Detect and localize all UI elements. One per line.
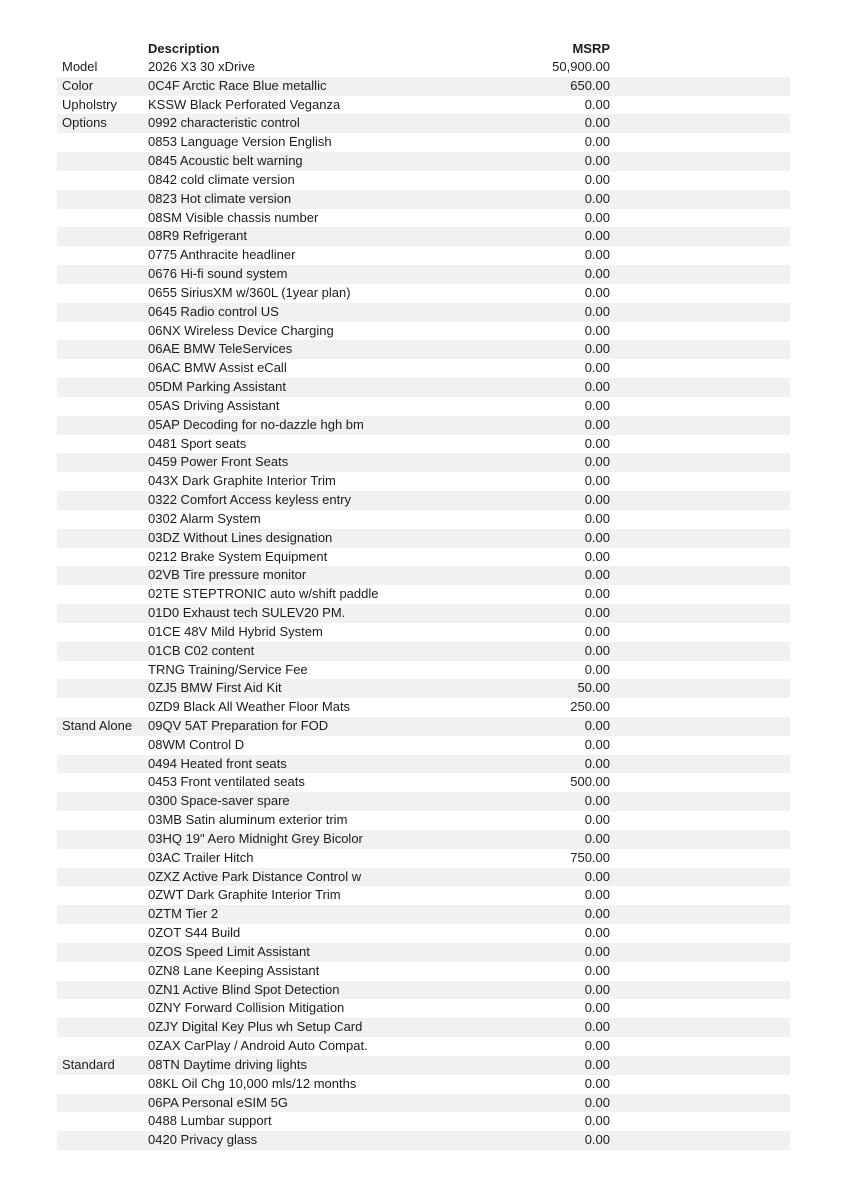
row-msrp-value: 0.00 <box>584 510 610 526</box>
row-msrp-value: 0.00 <box>584 96 610 112</box>
row-msrp-value: 0.00 <box>584 473 610 489</box>
row-tail-spacer <box>610 999 790 1018</box>
row-description: 0676 Hi-fi sound system <box>148 266 288 282</box>
table-row <box>57 227 790 246</box>
table-row <box>57 661 790 680</box>
table-row <box>57 755 790 774</box>
row-category-label <box>57 152 148 171</box>
row-tail-spacer <box>610 510 790 529</box>
row-tail-spacer <box>610 1075 790 1094</box>
table-row <box>57 133 790 152</box>
row-msrp-value: 0.00 <box>584 717 610 733</box>
row-msrp-value: 0.00 <box>584 642 610 658</box>
row-msrp-value: 0.00 <box>584 755 610 771</box>
table-row <box>57 604 790 623</box>
row-tail-spacer <box>610 246 790 265</box>
row-category-label <box>57 1094 148 1113</box>
row-tail-spacer <box>610 96 790 115</box>
row-msrp-value: 0.00 <box>584 171 610 187</box>
row-msrp-value: 0.00 <box>584 1000 610 1016</box>
row-category-label <box>57 585 148 604</box>
row-description: 05AP Decoding for no-dazzle hgh bm <box>148 416 364 432</box>
row-msrp-value: 0.00 <box>584 567 610 583</box>
row-msrp-value: 0.00 <box>584 812 610 828</box>
row-category-label <box>57 943 148 962</box>
row-category-label <box>57 397 148 416</box>
table-row <box>57 171 790 190</box>
row-category-label <box>57 868 148 887</box>
table-row <box>57 510 790 529</box>
row-category-label <box>57 1131 148 1150</box>
row-msrp-value: 0.00 <box>584 416 610 432</box>
row-msrp-value: 0.00 <box>584 322 610 338</box>
row-description: 01CB C02 content <box>148 642 255 658</box>
row-category-label <box>57 623 148 642</box>
row-tail-spacer <box>610 491 790 510</box>
row-description: 06AC BMW Assist eCall <box>148 360 287 376</box>
row-tail-spacer <box>610 585 790 604</box>
row-msrp-value: 0.00 <box>584 548 610 564</box>
row-tail-spacer <box>610 472 790 491</box>
row-category-label <box>57 736 148 755</box>
row-description: 0ZNY Forward Collision Mitigation <box>148 1000 345 1016</box>
row-tail-spacer <box>610 868 790 887</box>
row-category-label <box>57 886 148 905</box>
table-rows <box>57 58 790 1150</box>
table-row <box>57 378 790 397</box>
row-msrp-value: 0.00 <box>584 1038 610 1054</box>
row-msrp-value: 0.00 <box>584 209 610 225</box>
row-tail-spacer <box>610 77 790 96</box>
row-tail-spacer <box>610 981 790 1000</box>
row-category-label <box>57 981 148 1000</box>
row-description: 0ZN1 Active Blind Spot Detection <box>148 981 340 997</box>
row-category-label <box>57 133 148 152</box>
row-tail-spacer <box>610 905 790 924</box>
row-category-label <box>57 792 148 811</box>
row-tail-spacer <box>610 604 790 623</box>
row-category-label <box>57 849 148 868</box>
row-category-label: Upholstry <box>62 96 117 112</box>
row-description: 0775 Anthracite headliner <box>148 247 296 263</box>
table-row <box>57 905 790 924</box>
row-tail-spacer <box>610 303 790 322</box>
row-category-label <box>57 529 148 548</box>
row-category-label <box>57 510 148 529</box>
row-description: 0ZXZ Active Park Distance Control w <box>148 868 362 884</box>
row-category-label <box>57 284 148 303</box>
row-tail-spacer <box>610 359 790 378</box>
row-description: 0ZJ5 BMW First Aid Kit <box>148 680 282 696</box>
table-row <box>57 472 790 491</box>
row-msrp-value: 0.00 <box>584 736 610 752</box>
row-category-label <box>57 642 148 661</box>
row-category-label <box>57 1037 148 1056</box>
row-category-label <box>57 246 148 265</box>
row-category-label <box>57 359 148 378</box>
row-msrp-value: 50,900.00 <box>552 59 610 74</box>
row-msrp-value: 0.00 <box>584 341 610 357</box>
row-description: KSSW Black Perforated Veganza <box>148 96 341 112</box>
table-row <box>57 190 790 209</box>
row-tail-spacer <box>610 773 790 792</box>
row-msrp-value: 0.00 <box>584 623 610 639</box>
table-row <box>57 397 790 416</box>
row-category-label: Options <box>62 115 107 131</box>
row-category-label <box>57 416 148 435</box>
row-description: 09QV 5AT Preparation for FOD <box>148 717 329 733</box>
row-msrp-value: 0.00 <box>584 586 610 602</box>
table-row <box>57 416 790 435</box>
row-tail-spacer <box>610 1131 790 1150</box>
row-description: 0459 Power Front Seats <box>148 454 289 470</box>
row-tail-spacer <box>610 736 790 755</box>
row-category-label <box>57 924 148 943</box>
row-category-label: Stand Alone <box>62 717 133 733</box>
row-category-label <box>57 698 148 717</box>
table-row <box>57 435 790 454</box>
row-tail-spacer <box>610 962 790 981</box>
row-tail-spacer <box>610 227 790 246</box>
table-row <box>57 340 790 359</box>
row-tail-spacer <box>610 152 790 171</box>
row-tail-spacer <box>610 830 790 849</box>
table-row <box>57 114 790 133</box>
row-description: 05DM Parking Assistant <box>148 379 287 395</box>
row-description: 08R9 Refrigerant <box>148 228 247 244</box>
row-msrp-value: 250.00 <box>570 699 610 715</box>
table-row <box>57 962 790 981</box>
table-row <box>57 491 790 510</box>
header-category-spacer <box>57 39 148 58</box>
row-msrp-value: 0.00 <box>584 981 610 997</box>
table-row <box>57 322 790 341</box>
table-row <box>57 924 790 943</box>
row-msrp-value: 0.00 <box>584 661 610 677</box>
table-row <box>57 209 790 228</box>
row-category-label <box>57 905 148 924</box>
row-tail-spacer <box>610 849 790 868</box>
table-row <box>57 943 790 962</box>
row-description: 05AS Driving Assistant <box>148 397 280 413</box>
row-description: 0322 Comfort Access keyless entry <box>148 492 352 508</box>
row-category-label <box>57 679 148 698</box>
row-description: 08SM Visible chassis number <box>148 209 319 225</box>
table-row <box>57 981 790 1000</box>
row-description: 01CE 48V Mild Hybrid System <box>148 623 323 639</box>
row-description: 0842 cold climate version <box>148 171 295 187</box>
table-row <box>57 1094 790 1113</box>
row-description: 0ZOT S44 Build <box>148 925 241 941</box>
row-category-label <box>57 962 148 981</box>
row-description: 0ZN8 Lane Keeping Assistant <box>148 962 320 978</box>
row-description: 0ZAX CarPlay / Android Auto Compat. <box>148 1038 368 1054</box>
row-description: 0645 Radio control US <box>148 303 279 319</box>
row-category-label <box>57 1075 148 1094</box>
header-description: Description <box>148 41 220 56</box>
row-category-label <box>57 661 148 680</box>
row-tail-spacer <box>610 886 790 905</box>
row-description: 0ZD9 Black All Weather Floor Mats <box>148 699 351 715</box>
row-msrp-value: 500.00 <box>570 774 610 790</box>
row-tail-spacer <box>610 209 790 228</box>
row-tail-spacer <box>610 435 790 454</box>
table-row <box>57 265 790 284</box>
row-msrp-value: 0.00 <box>584 868 610 884</box>
row-msrp-value: 0.00 <box>584 228 610 244</box>
row-msrp-value: 0.00 <box>584 397 610 413</box>
row-msrp-value: 0.00 <box>584 492 610 508</box>
table-row <box>57 1131 790 1150</box>
row-category-label <box>57 548 148 567</box>
table-row <box>57 96 790 115</box>
row-tail-spacer <box>610 717 790 736</box>
row-description: 06AE BMW TeleServices <box>148 341 293 357</box>
row-msrp-value: 750.00 <box>570 849 610 865</box>
row-tail-spacer <box>610 284 790 303</box>
row-tail-spacer <box>610 548 790 567</box>
table-row <box>57 284 790 303</box>
row-category-label <box>57 209 148 228</box>
table-row <box>57 773 790 792</box>
table-row <box>57 359 790 378</box>
table-header-row <box>57 39 790 58</box>
table-row <box>57 830 790 849</box>
row-category-label <box>57 830 148 849</box>
row-tail-spacer <box>610 811 790 830</box>
table-row <box>57 585 790 604</box>
row-msrp-value: 0.00 <box>584 605 610 621</box>
row-msrp-value: 650.00 <box>570 77 610 93</box>
row-description: 03MB Satin aluminum exterior trim <box>148 812 348 828</box>
row-category-label <box>57 265 148 284</box>
row-msrp-value: 0.00 <box>584 962 610 978</box>
table-row <box>57 623 790 642</box>
row-msrp-value: 0.00 <box>584 1132 610 1148</box>
row-description: 0823 Hot climate version <box>148 190 292 206</box>
row-description: 0ZWT Dark Graphite Interior Trim <box>148 887 341 903</box>
row-msrp-value: 0.00 <box>584 1056 610 1072</box>
table-row <box>57 1056 790 1075</box>
row-category-label <box>57 190 148 209</box>
header-msrp: MSRP <box>572 41 610 56</box>
row-description: 03AC Trailer Hitch <box>148 849 254 865</box>
row-tail-spacer <box>610 1094 790 1113</box>
header-tail-spacer <box>610 39 790 58</box>
table-row <box>57 811 790 830</box>
row-category-label <box>57 227 148 246</box>
row-description: 0300 Space-saver spare <box>148 793 290 809</box>
options-table <box>57 39 790 1150</box>
row-msrp-value: 0.00 <box>584 379 610 395</box>
row-description: 0845 Acoustic belt warning <box>148 153 303 169</box>
table-row <box>57 77 790 96</box>
table-row <box>57 679 790 698</box>
table-row <box>57 58 790 77</box>
table-row <box>57 453 790 472</box>
row-tail-spacer <box>610 397 790 416</box>
row-description: 0302 Alarm System <box>148 510 261 526</box>
row-tail-spacer <box>610 114 790 133</box>
row-tail-spacer <box>610 698 790 717</box>
row-msrp-value: 0.00 <box>584 190 610 206</box>
row-msrp-value: 0.00 <box>584 830 610 846</box>
row-description: 0992 characteristic control <box>148 115 300 131</box>
row-msrp-value: 0.00 <box>584 925 610 941</box>
table-row <box>57 999 790 1018</box>
row-msrp-value: 0.00 <box>584 303 610 319</box>
row-description: 02VB Tire pressure monitor <box>148 567 307 583</box>
row-msrp-value: 0.00 <box>584 134 610 150</box>
row-description: 0488 Lumbar support <box>148 1113 272 1129</box>
row-category-label <box>57 1112 148 1131</box>
row-description: 0ZJY Digital Key Plus wh Setup Card <box>148 1019 363 1035</box>
row-tail-spacer <box>610 679 790 698</box>
row-category-label <box>57 755 148 774</box>
row-tail-spacer <box>610 416 790 435</box>
row-category-label <box>57 340 148 359</box>
row-msrp-value: 0.00 <box>584 1094 610 1110</box>
table-row <box>57 698 790 717</box>
row-msrp-value: 0.00 <box>584 247 610 263</box>
row-description: 08TN Daytime driving lights <box>148 1056 307 1072</box>
row-msrp-value: 0.00 <box>584 266 610 282</box>
row-category-label <box>57 453 148 472</box>
row-tail-spacer <box>610 453 790 472</box>
row-description: 03DZ Without Lines designation <box>148 529 333 545</box>
row-msrp-value: 0.00 <box>584 115 610 131</box>
row-description: 0655 SiriusXM w/360L (1year plan) <box>148 284 351 300</box>
table-row <box>57 792 790 811</box>
table-row <box>57 529 790 548</box>
row-tail-spacer <box>610 1112 790 1131</box>
row-category-label <box>57 491 148 510</box>
row-tail-spacer <box>610 566 790 585</box>
row-msrp-value: 0.00 <box>584 284 610 300</box>
row-tail-spacer <box>610 133 790 152</box>
row-description: 0481 Sport seats <box>148 435 247 451</box>
table-row <box>57 548 790 567</box>
row-msrp-value: 0.00 <box>584 943 610 959</box>
row-category-label <box>57 435 148 454</box>
table-row <box>57 303 790 322</box>
row-tail-spacer <box>610 792 790 811</box>
row-category-label: Color <box>62 77 94 93</box>
table-row <box>57 849 790 868</box>
table-row <box>57 1037 790 1056</box>
row-category-label <box>57 604 148 623</box>
row-msrp-value: 0.00 <box>584 1075 610 1091</box>
row-tail-spacer <box>610 171 790 190</box>
row-description: 0494 Heated front seats <box>148 755 287 771</box>
row-msrp-value: 0.00 <box>584 360 610 376</box>
row-description: 0420 Privacy glass <box>148 1132 258 1148</box>
table-row <box>57 566 790 585</box>
row-category-label <box>57 773 148 792</box>
row-description: 06PA Personal eSIM 5G <box>148 1094 288 1110</box>
row-tail-spacer <box>610 58 790 77</box>
row-description: TRNG Training/Service Fee <box>148 661 308 677</box>
row-msrp-value: 0.00 <box>584 1019 610 1035</box>
row-description: 0ZTM Tier 2 <box>148 906 219 922</box>
row-tail-spacer <box>610 943 790 962</box>
row-msrp-value: 0.00 <box>584 793 610 809</box>
row-description: 0ZOS Speed Limit Assistant <box>148 943 310 959</box>
row-category-label <box>57 999 148 1018</box>
row-tail-spacer <box>610 1056 790 1075</box>
row-description: 03HQ 19" Aero Midnight Grey Bicolor <box>148 830 363 846</box>
row-tail-spacer <box>610 1037 790 1056</box>
row-category-label: Model <box>62 59 98 74</box>
row-description: 01D0 Exhaust tech SULEV20 PM. <box>148 605 346 621</box>
row-description: 08WM Control D <box>148 736 245 752</box>
table-row <box>57 152 790 171</box>
row-tail-spacer <box>610 529 790 548</box>
row-tail-spacer <box>610 661 790 680</box>
row-tail-spacer <box>610 623 790 642</box>
row-msrp-value: 0.00 <box>584 454 610 470</box>
row-msrp-value: 0.00 <box>584 887 610 903</box>
row-msrp-value: 0.00 <box>584 529 610 545</box>
row-tail-spacer <box>610 378 790 397</box>
row-msrp-value: 0.00 <box>584 1113 610 1129</box>
row-category-label <box>57 322 148 341</box>
row-description: 0853 Language Version English <box>148 134 332 150</box>
row-tail-spacer <box>610 924 790 943</box>
row-msrp-value: 0.00 <box>584 153 610 169</box>
table-row <box>57 717 790 736</box>
row-tail-spacer <box>610 340 790 359</box>
row-category-label: Standard <box>62 1056 115 1072</box>
row-tail-spacer <box>610 642 790 661</box>
row-category-label <box>57 303 148 322</box>
table-row <box>57 868 790 887</box>
row-tail-spacer <box>610 1018 790 1037</box>
row-tail-spacer <box>610 322 790 341</box>
row-category-label <box>57 472 148 491</box>
row-tail-spacer <box>610 190 790 209</box>
table-row <box>57 736 790 755</box>
table-row <box>57 1075 790 1094</box>
row-msrp-value: 0.00 <box>584 435 610 451</box>
row-category-label <box>57 171 148 190</box>
table-row <box>57 1018 790 1037</box>
row-category-label <box>57 378 148 397</box>
row-description: 08KL Oil Chg 10,000 mls/12 months <box>148 1075 357 1091</box>
row-description: 0C4F Arctic Race Blue metallic <box>148 77 327 93</box>
row-description: 043X Dark Graphite Interior Trim <box>148 473 336 489</box>
row-tail-spacer <box>610 755 790 774</box>
table-row <box>57 246 790 265</box>
row-description: 0212 Brake System Equipment <box>148 548 328 564</box>
row-description: 0453 Front ventilated seats <box>148 774 305 790</box>
table-row <box>57 886 790 905</box>
row-category-label <box>57 566 148 585</box>
row-category-label <box>57 811 148 830</box>
table-row <box>57 642 790 661</box>
row-description: 02TE STEPTRONIC auto w/shift paddle <box>148 586 379 602</box>
row-description: 2026 X3 30 xDrive <box>148 59 255 74</box>
row-description: 06NX Wireless Device Charging <box>148 322 334 338</box>
row-msrp-value: 50.00 <box>577 680 610 696</box>
table-row <box>57 1112 790 1131</box>
row-category-label <box>57 1018 148 1037</box>
row-msrp-value: 0.00 <box>584 906 610 922</box>
row-tail-spacer <box>610 265 790 284</box>
